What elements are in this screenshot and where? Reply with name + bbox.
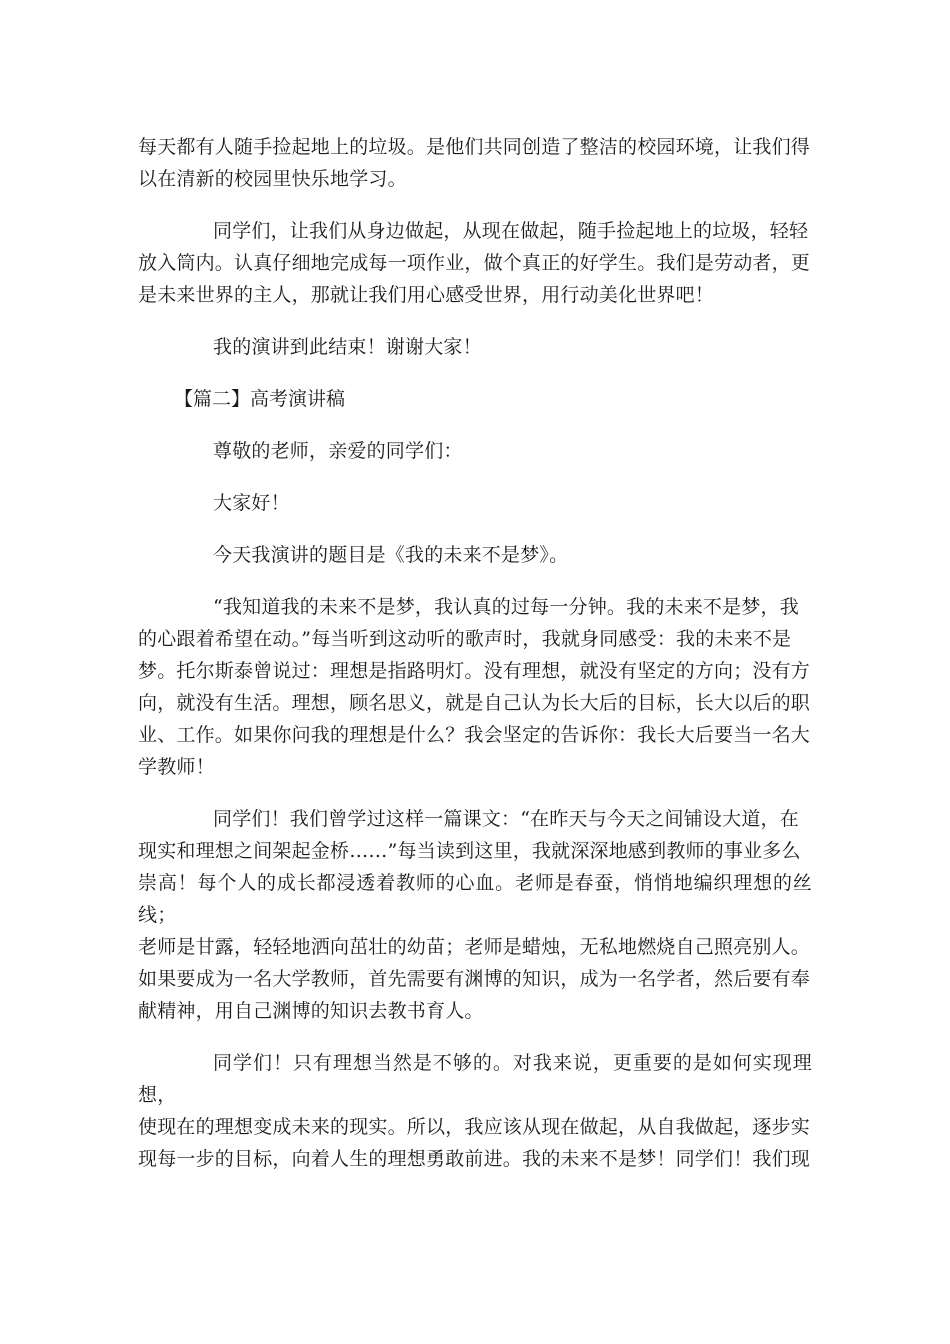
text-line: 现实和理想之间架起金桥……”每当读到这里，我就深深地感到教师的事业多么 bbox=[138, 840, 801, 862]
text-line: 崇高！每个人的成长都浸透着教师的心血。老师是春蚕，悄悄地编织理想的丝线； bbox=[138, 872, 812, 926]
salutation bbox=[138, 435, 812, 467]
text-line: 学教师！ bbox=[138, 756, 215, 778]
paragraph-2 bbox=[138, 215, 812, 311]
text-line: 大家好！ bbox=[213, 492, 290, 514]
paragraph-quote bbox=[138, 591, 812, 783]
text-line: 如果要成为一名大学教师，首先需要有渊博的知识，成为一名学者，然后要有奉 bbox=[138, 968, 811, 990]
text-line: 献精神，用自己渊博的知识去教书育人。 bbox=[138, 1000, 484, 1022]
speech-title-line bbox=[138, 539, 812, 571]
text-line: 我的演讲到此结束！谢谢大家！ bbox=[213, 336, 482, 358]
section-heading: 【篇二】高考演讲稿 bbox=[174, 388, 346, 410]
paragraph-1 bbox=[138, 131, 812, 195]
text-line: 以在清新的校园里快乐地学习。 bbox=[138, 168, 407, 190]
paragraph-3 bbox=[138, 331, 812, 363]
greeting bbox=[138, 487, 812, 519]
text-line: 同学们，让我们从身边做起，从现在做起，随手捡起地上的垃圾，轻轻 bbox=[213, 220, 809, 242]
text-line: 今天我演讲的题目是《我的未来不是梦》。 bbox=[213, 544, 569, 566]
text-line: 梦。托尔斯泰曾说过：理想是指路明灯。没有理想，就没有坚定的方向；没有方 bbox=[138, 660, 811, 682]
text-line: 同学们！只有理想当然是不够的。对我来说，更重要的是如何实现理想， bbox=[138, 1052, 812, 1106]
text-line: 使现在的理想变成未来的现实。所以，我应该从现在做起，从自我做起，逐步实 bbox=[138, 1116, 811, 1138]
text-line: 向，就没有生活。理想，顾名思义，就是自己认为长大后的目标，长大以后的职 bbox=[138, 692, 811, 714]
text-line: 放入筒内。认真仔细地完成每一项作业，做个真正的好学生。我们是劳动者，更 bbox=[138, 252, 811, 274]
text-line: 是未来世界的主人，那就让我们用心感受世界，用行动美化世界吧！ bbox=[138, 284, 715, 306]
text-line: 老师是甘露，轻轻地洒向茁壮的幼苗；老师是蜡烛，无私地燃烧自己照亮别人。 bbox=[138, 936, 811, 958]
text-line: 尊敬的老师，亲爱的同学们： bbox=[213, 440, 463, 462]
text-line: 每天都有人随手捡起地上的垃圾。是他们共同创造了整洁的校园环境，让我们得 bbox=[138, 136, 811, 158]
text-line: 业、工作。如果你问我的理想是什么？我会坚定的告诉你：我长大后要当一名大 bbox=[138, 724, 811, 746]
text-line: 的心跟着希望在动。”每当听到这动听的歌声时，我就身同感受：我的未来不是 bbox=[138, 628, 792, 650]
text-line: “我知道我的未来不是梦，我认真的过每一分钟。我的未来不是梦，我 bbox=[213, 596, 799, 618]
text-line: 现每一步的目标，向着人生的理想勇敢前进。我的未来不是梦！同学们！我们现 bbox=[138, 1148, 811, 1170]
text-line: 同学们！我们曾学过这样一篇课文：“在昨天与今天之间铺设大道，在 bbox=[213, 808, 799, 830]
paragraph-action bbox=[138, 1047, 812, 1175]
paragraph-teacher bbox=[138, 803, 812, 1027]
document-body bbox=[138, 131, 812, 1175]
